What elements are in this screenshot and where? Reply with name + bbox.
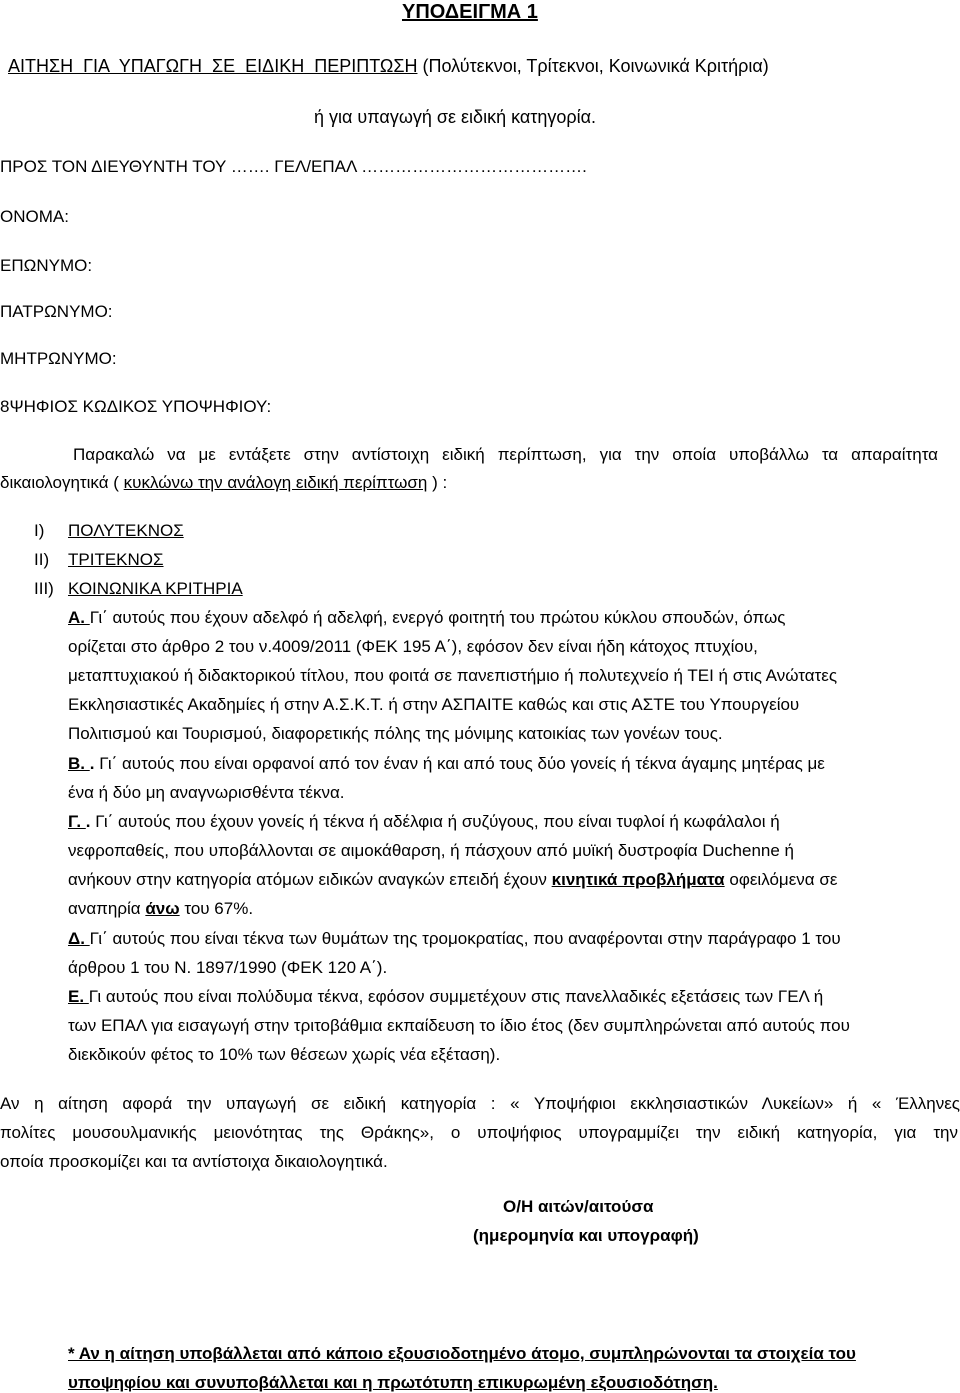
intro-line-2-post: ) :: [432, 473, 448, 492]
category-label: ΚΟΙΝΩΝΙΚΑ ΚΡΙΤΗΡΙΑ: [68, 579, 243, 598]
criterion-c-line-4: [68, 899, 253, 919]
signature-applicant: Ο/Η αιτών/αιτούσα: [503, 1197, 654, 1216]
special-line-1: Αν η αίτηση αφορά την υπαγωγή σε ειδική κατηγορία : « Υποψήφιοι εκκλησιαστικών Λυκείων» ή « Έλληνες: [0, 1094, 960, 1113]
category-number: III): [34, 579, 54, 598]
criterion-e-letter: Ε.: [68, 987, 89, 1006]
application-heading-main: ΑΙΤΗΣΗ ΓΙΑ ΥΠΑΓΩΓΗ ΣΕ ΕΙΔΙΚΗ ΠΕΡΙΠΤΩΣΗ: [8, 56, 418, 76]
criterion-c-text: Γι΄ αυτούς που έχουν γονείς ή τέκνα ή αδέλφια ή συζύγους, που είναι τυφλοί ή κωφάλαλοι ή: [95, 812, 780, 831]
field-father-label: ΠΑΤΡΩΝΥΜΟ:: [0, 302, 113, 321]
criterion-d-line-1: [68, 929, 841, 949]
criterion-c-line-4-post: του 67%.: [184, 899, 254, 918]
intro-line-2-pre: δικαιολογητικά (: [0, 473, 119, 492]
category-label: ΤΡΙΤΕΚΝΟΣ: [68, 550, 164, 569]
intro-line-1: Παρακαλώ να με εντάξετε στην αντίστοιχη ειδική περίπτωση, για την οποία υποβάλλω τα απαραίτητα: [73, 445, 938, 464]
criterion-c-line-2: νεφροπαθείς, που υποβάλλονται σε αιμοκάθαρση, ή πάσχουν από μυϊκή δυστροφία Duchenne ή: [68, 841, 795, 860]
application-heading: [8, 56, 769, 78]
category-number: I): [34, 521, 45, 540]
criterion-a-line-1: [68, 608, 785, 628]
criterion-c-dot: .: [85, 812, 96, 831]
criterion-e-line-2: των ΕΠΑΛ για εισαγωγή στην τριτοβάθμια εκπαίδευση το ίδιο έτος (δεν συμπληρώνεται από αυτούς που: [68, 1016, 850, 1035]
application-heading-line2: ή για υπαγωγή σε ειδική κατηγορία.: [314, 107, 597, 127]
special-line-2: πολίτες μουσουλμανικής μειονότητας της Θράκης», ο υποψήφιος υπογραμμίζει την ειδική κατηγορία, για την: [0, 1123, 958, 1142]
recipient-line: ΠΡΟΣ ΤΟΝ ΔΙΕΥΘΥΝΤΗ ΤΟΥ ……. ΓΕΛ/ΕΠΑΛ ………………………………….: [0, 157, 587, 176]
criterion-a-line-2: ορίζεται στο άρθρο 2 του ν.4009/2011 (ΦΕΚ 195 Α΄), εφόσον δεν είναι ήδη κάτοχος πτυχίου,: [68, 637, 758, 656]
category-triteknos: [34, 550, 164, 570]
criterion-a-line-5: Πολιτισμού και Τουρισμού, διαφορετικής πόλης της μόνιμης κατοικίας των γονέων τους.: [68, 724, 723, 743]
page-title: ΥΠΟΔΕΙΓΜΑ 1: [402, 1, 538, 23]
criterion-d-line-2: άρθρου 1 του Ν. 1897/1990 (ΦΕΚ 120 Α΄).: [68, 958, 388, 977]
criterion-b-line-1: [68, 754, 825, 774]
criterion-a-line-3: μεταπτυχιακού ή διδακτορικού τίτλου, που φοιτά σε πανεπιστήμιο ή πολυτεχνείο ή ΤΕΙ ή στις Ανώτατες: [68, 666, 838, 685]
criterion-d-letter: Δ.: [68, 929, 90, 948]
footnote-line-2: υποψηφίου και συνυποβάλλεται και η πρωτότυπη επικυρωμένη εξουσιοδότηση.: [68, 1373, 718, 1392]
criterion-b-text: Γι΄ αυτούς που είναι ορφανοί από τον έναν ή και από τους δύο γονείς ή τέκνα άγαμης μητέρας με: [99, 754, 825, 773]
criterion-b-dot: .: [89, 754, 100, 773]
category-number: II): [34, 550, 50, 569]
field-mother-label: ΜΗΤΡΩΝΥΜΟ:: [0, 349, 117, 368]
criterion-a-letter: Α.: [68, 608, 90, 627]
criterion-b-line-2: ένα ή δύο μη αναγνωρισθέντα τέκνα.: [68, 783, 345, 802]
criterion-a-text: Γι΄ αυτούς που έχουν αδελφό ή αδελφή, ενεργό φοιτητή του πρώτου κύκλου σπουδών, όπως: [89, 608, 786, 627]
criterion-c-line-3-pre: ανήκουν στην κατηγορία ατόμων ειδικών αναγκών επειδή έχουν: [68, 870, 547, 889]
intro-line-2-underlined: κυκλώνω την ανάλογη ειδική περίπτωση: [123, 473, 428, 492]
criterion-c-line-4-emphasis: άνω: [145, 899, 180, 918]
criterion-c-letter: Γ.: [68, 812, 86, 831]
criterion-c-line-3-post: οφειλόμενα σε: [729, 870, 838, 889]
criterion-c-line-3: [68, 870, 837, 890]
criterion-c-line-3-emphasis: κινητικά προβλήματα: [551, 870, 725, 889]
criterion-b-letter: Β.: [68, 754, 90, 773]
signature-date-sign: (ημερομηνία και υπογραφή): [473, 1226, 699, 1245]
criterion-e-text: Γι αυτούς που είναι πολύδυμα τέκνα, εφόσον συμμετέχουν στις πανελλαδικές εξετάσεις των ΓΕΛ ή: [88, 987, 824, 1006]
criterion-e-line-3: διεκδικούν φέτος το 10% των θέσεων χωρίς νέα εξέταση).: [68, 1045, 501, 1064]
criterion-d-text: Γι΄ αυτούς που είναι τέκνα των θυμάτων της τρομοκρατίας, που αναφέρονται στην παράγραφο 1 του: [89, 929, 841, 948]
field-code-label: 8ΨΗΦΙΟΣ ΚΩΔΙΚΟΣ ΥΠΟΨΗΦΙΟΥ:: [0, 397, 272, 416]
criterion-c-line-4-pre: αναπηρία: [68, 899, 141, 918]
category-social-criteria: [34, 579, 243, 599]
intro-line-2: [0, 473, 447, 493]
footnote-line-1: * Αν η αίτηση υποβάλλεται από κάποιο εξουσιοδοτημένο άτομο, συμπληρώνονται τα στοιχεία του: [68, 1344, 856, 1363]
field-surname-label: ΕΠΩΝΥΜΟ:: [0, 256, 93, 275]
criterion-c-line-1: [68, 812, 780, 832]
criterion-e-line-1: [68, 987, 823, 1007]
criterion-a-line-4: Εκκλησιαστικές Ακαδημίες ή στην Α.Σ.Κ.Τ. ή στην ΑΣΠΑΙΤΕ καθώς και στις ΑΣΤΕ του Υπουργείου: [68, 695, 800, 714]
field-name-label: ΟΝΟΜΑ:: [0, 207, 69, 226]
special-line-3: οποία προσκομίζει και τα αντίστοιχα δικαιολογητικά.: [0, 1152, 388, 1171]
category-label: ΠΟΛΥΤΕΚΝΟΣ: [68, 521, 184, 540]
application-heading-paren: (Πολύτεκνοι, Τρίτεκνοι, Κοινωνικά Κριτήρια): [422, 56, 769, 76]
category-polyteknos: [34, 521, 184, 541]
